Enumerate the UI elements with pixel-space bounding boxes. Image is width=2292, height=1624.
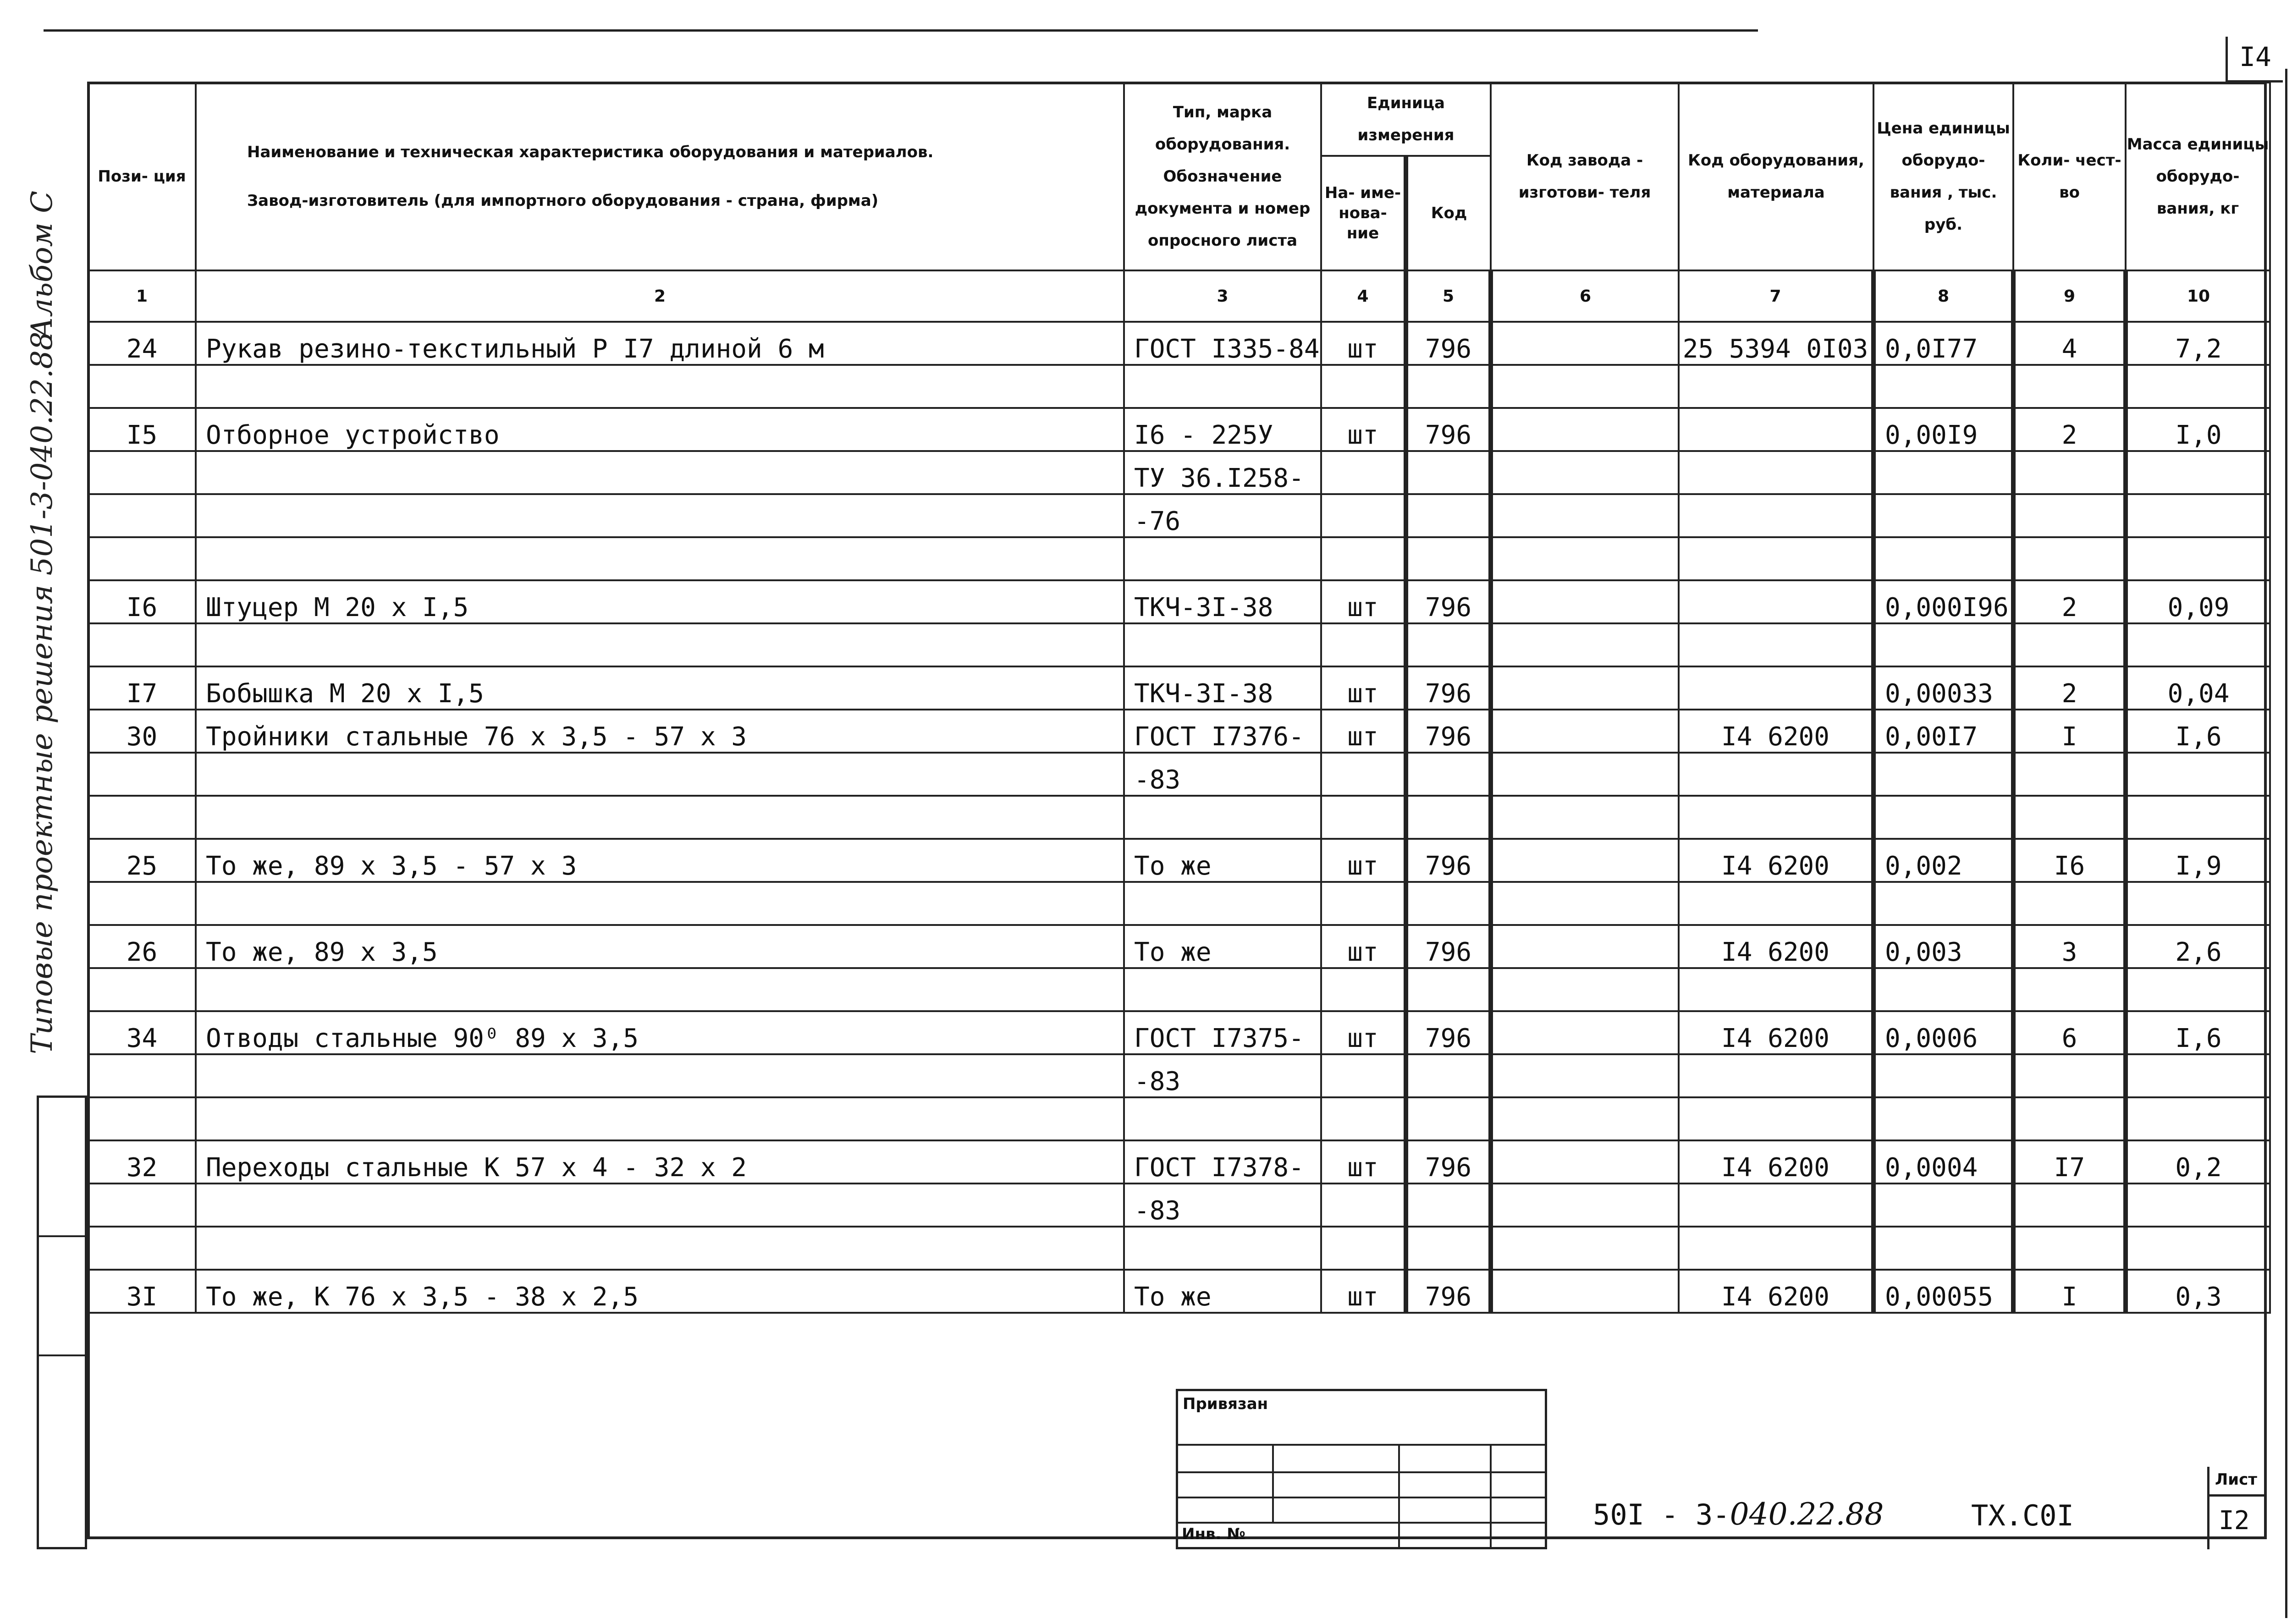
row-mass bbox=[2126, 1184, 2270, 1227]
row-name: Штуцер М 20 х I,5 bbox=[196, 580, 1124, 623]
row-factory-code bbox=[1491, 968, 1679, 1011]
row-position: I5 bbox=[88, 408, 196, 451]
row-price: 0,0I77 bbox=[1873, 322, 2013, 365]
row-position: 26 bbox=[88, 925, 196, 968]
row-unit-code bbox=[1406, 968, 1491, 1011]
row-equipment-code bbox=[1679, 623, 1873, 666]
row-position: 25 bbox=[88, 839, 196, 882]
row-position: I6 bbox=[88, 580, 196, 623]
row-type: I6 - 225У bbox=[1124, 408, 1321, 451]
row-quantity bbox=[2013, 494, 2126, 537]
row-quantity: I7 bbox=[2013, 1140, 2126, 1184]
row-unit-code bbox=[1406, 494, 1491, 537]
row-position bbox=[88, 494, 196, 537]
row-equipment-code: I4 6200 bbox=[1679, 1140, 1873, 1184]
table-row bbox=[88, 1097, 2270, 1140]
table-row bbox=[88, 1184, 2270, 1227]
row-mass: 0,3 bbox=[2126, 1270, 2270, 1313]
row-unit-code: 796 bbox=[1406, 925, 1491, 968]
row-quantity: 3 bbox=[2013, 925, 2126, 968]
row-mass bbox=[2126, 623, 2270, 666]
row-mass bbox=[2126, 451, 2270, 494]
row-equipment-code: I4 6200 bbox=[1679, 925, 1873, 968]
row-unit: шт bbox=[1321, 710, 1406, 753]
row-unit bbox=[1321, 882, 1406, 925]
row-unit-code bbox=[1406, 1054, 1491, 1097]
row-price: 0,00I9 bbox=[1873, 408, 2013, 451]
table-row bbox=[88, 322, 2270, 365]
row-equipment-code: I4 6200 bbox=[1679, 710, 1873, 753]
row-factory-code bbox=[1491, 365, 1679, 408]
row-equipment-code bbox=[1679, 666, 1873, 710]
document-suffix: ТХ.С0I bbox=[1971, 1499, 2074, 1532]
row-unit-code: 796 bbox=[1406, 1011, 1491, 1054]
row-position bbox=[88, 1054, 196, 1097]
row-type: ТКЧ-3I-38 bbox=[1124, 580, 1321, 623]
row-name bbox=[196, 1184, 1124, 1227]
header-name bbox=[196, 83, 1124, 270]
row-name: То же, 89 х 3,5 - 57 х 3 bbox=[196, 839, 1124, 882]
approval-strip bbox=[37, 1096, 87, 1549]
row-mass bbox=[2126, 494, 2270, 537]
row-name bbox=[196, 537, 1124, 580]
row-factory-code bbox=[1491, 796, 1679, 839]
row-unit-code bbox=[1406, 796, 1491, 839]
row-factory-code bbox=[1491, 1184, 1679, 1227]
row-mass: 2,6 bbox=[2126, 925, 2270, 968]
row-type: ГОСТ I7375- bbox=[1124, 1011, 1321, 1054]
header-unit-code: Код bbox=[1406, 156, 1491, 270]
row-quantity: 6 bbox=[2013, 1011, 2126, 1054]
row-unit: шт bbox=[1321, 580, 1406, 623]
row-mass bbox=[2126, 796, 2270, 839]
row-type: ГОСТ I7376- bbox=[1124, 710, 1321, 753]
table-row bbox=[88, 882, 2270, 925]
header-name-line1: Наименование и техническая характеристика оборудования и материалов. bbox=[247, 143, 934, 161]
row-unit bbox=[1321, 796, 1406, 839]
row-quantity bbox=[2013, 1054, 2126, 1097]
row-equipment-code bbox=[1679, 494, 1873, 537]
row-price: 0,0004 bbox=[1873, 1140, 2013, 1184]
row-quantity bbox=[2013, 365, 2126, 408]
row-factory-code bbox=[1491, 1140, 1679, 1184]
row-unit: шт bbox=[1321, 408, 1406, 451]
sheet-number-box bbox=[2207, 1467, 2267, 1549]
row-price bbox=[1873, 1054, 2013, 1097]
row-mass: I,0 bbox=[2126, 408, 2270, 451]
row-unit bbox=[1321, 537, 1406, 580]
table-row bbox=[88, 623, 2270, 666]
series-label: Типовые проектные решения 501-3-040.22.88 bbox=[25, 331, 59, 1054]
row-factory-code bbox=[1491, 753, 1679, 796]
row-type bbox=[1124, 623, 1321, 666]
row-type: То же bbox=[1124, 925, 1321, 968]
row-factory-code bbox=[1491, 408, 1679, 451]
row-position bbox=[88, 451, 196, 494]
table-row bbox=[88, 839, 2270, 882]
row-factory-code bbox=[1491, 1097, 1679, 1140]
row-equipment-code bbox=[1679, 753, 1873, 796]
row-type bbox=[1124, 796, 1321, 839]
column-number-2: 2 bbox=[196, 270, 1124, 322]
row-position bbox=[88, 968, 196, 1011]
header-name-line2: Завод-изготовитель (для импортного оборудования - страна, фирма) bbox=[247, 192, 879, 210]
row-position: 32 bbox=[88, 1140, 196, 1184]
row-price: 0,002 bbox=[1873, 839, 2013, 882]
table-row bbox=[88, 494, 2270, 537]
row-position: I7 bbox=[88, 666, 196, 710]
row-type bbox=[1124, 1097, 1321, 1140]
row-quantity: I6 bbox=[2013, 839, 2126, 882]
row-price bbox=[1873, 1184, 2013, 1227]
column-number-6: 6 bbox=[1491, 270, 1679, 322]
row-position: 30 bbox=[88, 710, 196, 753]
row-quantity bbox=[2013, 1184, 2126, 1227]
table-row bbox=[88, 1270, 2270, 1313]
row-price bbox=[1873, 882, 2013, 925]
row-mass bbox=[2126, 1227, 2270, 1270]
row-quantity: 2 bbox=[2013, 408, 2126, 451]
header-type: Тип, марка оборудования. Обозначение документа и номер опросного листа bbox=[1124, 83, 1321, 270]
row-name: Тройники стальные 76 х 3,5 - 57 х 3 bbox=[196, 710, 1124, 753]
row-equipment-code bbox=[1679, 1097, 1873, 1140]
table-row bbox=[88, 753, 2270, 796]
bound-label: Привязан bbox=[1183, 1395, 1268, 1413]
row-name bbox=[196, 494, 1124, 537]
row-type: ТКЧ-3I-38 bbox=[1124, 666, 1321, 710]
row-price: 0,0006 bbox=[1873, 1011, 2013, 1054]
row-name bbox=[196, 623, 1124, 666]
table-row bbox=[88, 1011, 2270, 1054]
row-unit bbox=[1321, 365, 1406, 408]
row-unit-code: 796 bbox=[1406, 1140, 1491, 1184]
row-position bbox=[88, 1184, 196, 1227]
row-price: 0,00033 bbox=[1873, 666, 2013, 710]
row-equipment-code: I4 6200 bbox=[1679, 1011, 1873, 1054]
row-type bbox=[1124, 365, 1321, 408]
row-price: 0,000I96 bbox=[1873, 580, 2013, 623]
row-equipment-code bbox=[1679, 1184, 1873, 1227]
row-quantity: 2 bbox=[2013, 580, 2126, 623]
row-factory-code bbox=[1491, 882, 1679, 925]
row-factory-code bbox=[1491, 623, 1679, 666]
top-border-line bbox=[44, 29, 1758, 32]
row-mass: 0,04 bbox=[2126, 666, 2270, 710]
row-position bbox=[88, 1097, 196, 1140]
row-unit-code bbox=[1406, 451, 1491, 494]
row-position bbox=[88, 537, 196, 580]
row-equipment-code bbox=[1679, 580, 1873, 623]
row-mass: I,9 bbox=[2126, 839, 2270, 882]
row-quantity bbox=[2013, 882, 2126, 925]
row-equipment-code bbox=[1679, 968, 1873, 1011]
document-code-handwritten: 040.22.88 bbox=[1730, 1497, 1884, 1532]
album-label: Альбом С bbox=[25, 190, 59, 339]
row-type: То же bbox=[1124, 1270, 1321, 1313]
row-unit-code bbox=[1406, 365, 1491, 408]
row-unit bbox=[1321, 451, 1406, 494]
row-type: То же bbox=[1124, 839, 1321, 882]
row-unit-code: 796 bbox=[1406, 1270, 1491, 1313]
row-price bbox=[1873, 796, 2013, 839]
table-row bbox=[88, 1140, 2270, 1184]
row-unit-code: 796 bbox=[1406, 710, 1491, 753]
row-factory-code bbox=[1491, 925, 1679, 968]
column-number-3: 3 bbox=[1124, 270, 1321, 322]
column-number-4: 4 bbox=[1321, 270, 1406, 322]
row-mass: 0,2 bbox=[2126, 1140, 2270, 1184]
row-equipment-code bbox=[1679, 882, 1873, 925]
row-mass: 0,09 bbox=[2126, 580, 2270, 623]
column-number-1: 1 bbox=[88, 270, 196, 322]
row-mass: 7,2 bbox=[2126, 322, 2270, 365]
row-quantity bbox=[2013, 796, 2126, 839]
row-factory-code bbox=[1491, 1270, 1679, 1313]
row-unit-code bbox=[1406, 753, 1491, 796]
row-unit: шт bbox=[1321, 666, 1406, 710]
row-name bbox=[196, 365, 1124, 408]
row-price: 0,00I7 bbox=[1873, 710, 2013, 753]
row-type: -83 bbox=[1124, 753, 1321, 796]
sheet-label: Лист bbox=[2215, 1470, 2257, 1489]
row-factory-code bbox=[1491, 1011, 1679, 1054]
row-factory-code bbox=[1491, 839, 1679, 882]
row-type bbox=[1124, 1227, 1321, 1270]
row-position bbox=[88, 623, 196, 666]
row-position: 24 bbox=[88, 322, 196, 365]
document-code-printed: 50I - 3- bbox=[1593, 1498, 1730, 1531]
row-type bbox=[1124, 882, 1321, 925]
row-unit-code bbox=[1406, 1097, 1491, 1140]
row-factory-code bbox=[1491, 494, 1679, 537]
row-unit bbox=[1321, 1227, 1406, 1270]
row-type: ТУ 36.I258- bbox=[1124, 451, 1321, 494]
header-price: Цена единицы оборудо- вания , тыс. руб. bbox=[1873, 83, 2013, 270]
page-tag-text: I4 bbox=[2239, 41, 2271, 72]
row-position: 34 bbox=[88, 1011, 196, 1054]
row-quantity bbox=[2013, 1227, 2126, 1270]
row-unit-code bbox=[1406, 1227, 1491, 1270]
row-unit: шт bbox=[1321, 1140, 1406, 1184]
title-block bbox=[1176, 1389, 1547, 1549]
table-row bbox=[88, 968, 2270, 1011]
sheet-number: I2 bbox=[2219, 1506, 2250, 1536]
table-row bbox=[88, 1227, 2270, 1270]
row-mass bbox=[2126, 968, 2270, 1011]
header-unit-group: Единица измерения bbox=[1321, 83, 1491, 156]
row-type bbox=[1124, 968, 1321, 1011]
specification-rows bbox=[88, 322, 2270, 1313]
row-quantity bbox=[2013, 968, 2126, 1011]
row-type: ГОСТ I7378- bbox=[1124, 1140, 1321, 1184]
row-type: -76 bbox=[1124, 494, 1321, 537]
row-name: Отводы стальные 90⁰ 89 х 3,5 bbox=[196, 1011, 1124, 1054]
row-mass bbox=[2126, 1097, 2270, 1140]
row-unit-code: 796 bbox=[1406, 839, 1491, 882]
row-quantity bbox=[2013, 451, 2126, 494]
header-position: Пози- ция bbox=[88, 83, 196, 270]
row-mass: I,6 bbox=[2126, 1011, 2270, 1054]
row-unit bbox=[1321, 623, 1406, 666]
row-price bbox=[1873, 1097, 2013, 1140]
row-type: -83 bbox=[1124, 1184, 1321, 1227]
row-unit: шт bbox=[1321, 1011, 1406, 1054]
row-price bbox=[1873, 537, 2013, 580]
row-equipment-code bbox=[1679, 1227, 1873, 1270]
row-name: Рукав резино-текстильный Р I7 длиной 6 м bbox=[196, 322, 1124, 365]
document-code bbox=[1593, 1497, 1884, 1532]
row-type: -83 bbox=[1124, 1054, 1321, 1097]
row-quantity: I bbox=[2013, 1270, 2126, 1313]
row-unit-code bbox=[1406, 882, 1491, 925]
table-row bbox=[88, 710, 2270, 753]
row-equipment-code: 25 5394 0I03 bbox=[1679, 322, 1873, 365]
row-unit bbox=[1321, 494, 1406, 537]
row-price bbox=[1873, 494, 2013, 537]
row-price bbox=[1873, 451, 2013, 494]
row-equipment-code bbox=[1679, 408, 1873, 451]
row-unit-code: 796 bbox=[1406, 408, 1491, 451]
column-number-9: 9 bbox=[2013, 270, 2126, 322]
row-mass bbox=[2126, 753, 2270, 796]
row-equipment-code bbox=[1679, 365, 1873, 408]
row-price: 0,00055 bbox=[1873, 1270, 2013, 1313]
row-unit bbox=[1321, 1184, 1406, 1227]
row-unit bbox=[1321, 968, 1406, 1011]
table-row bbox=[88, 580, 2270, 623]
row-price bbox=[1873, 1227, 2013, 1270]
table-row bbox=[88, 451, 2270, 494]
row-position bbox=[88, 796, 196, 839]
row-name bbox=[196, 1054, 1124, 1097]
row-equipment-code bbox=[1679, 796, 1873, 839]
row-quantity bbox=[2013, 753, 2126, 796]
row-price: 0,003 bbox=[1873, 925, 2013, 968]
row-name bbox=[196, 1097, 1124, 1140]
row-name bbox=[196, 968, 1124, 1011]
row-unit: шт bbox=[1321, 839, 1406, 882]
row-factory-code bbox=[1491, 710, 1679, 753]
row-unit bbox=[1321, 753, 1406, 796]
table-row bbox=[88, 925, 2270, 968]
row-quantity: I bbox=[2013, 710, 2126, 753]
row-position: 3I bbox=[88, 1270, 196, 1313]
row-mass bbox=[2126, 882, 2270, 925]
row-equipment-code bbox=[1679, 1054, 1873, 1097]
row-factory-code bbox=[1491, 537, 1679, 580]
column-number-5: 5 bbox=[1406, 270, 1491, 322]
row-factory-code bbox=[1491, 451, 1679, 494]
row-name: То же, К 76 х 3,5 - 38 х 2,5 bbox=[196, 1270, 1124, 1313]
row-unit-code bbox=[1406, 1184, 1491, 1227]
row-type bbox=[1124, 537, 1321, 580]
column-number-7: 7 bbox=[1679, 270, 1873, 322]
header-unit-name: На- име- нова- ние bbox=[1321, 156, 1406, 270]
column-number-8: 8 bbox=[1873, 270, 2013, 322]
inventory-label: Инв. № bbox=[1182, 1525, 1246, 1543]
row-position bbox=[88, 1227, 196, 1270]
row-quantity: 2 bbox=[2013, 666, 2126, 710]
row-name bbox=[196, 451, 1124, 494]
row-mass bbox=[2126, 365, 2270, 408]
row-price bbox=[1873, 365, 2013, 408]
row-name bbox=[196, 1227, 1124, 1270]
header-quantity: Коли- чест- во bbox=[2013, 83, 2126, 270]
row-position bbox=[88, 365, 196, 408]
row-type: ГОСТ I335-84 bbox=[1124, 322, 1321, 365]
row-quantity bbox=[2013, 623, 2126, 666]
row-factory-code bbox=[1491, 580, 1679, 623]
row-name bbox=[196, 753, 1124, 796]
row-unit: шт bbox=[1321, 925, 1406, 968]
table-row bbox=[88, 408, 2270, 451]
header-equipment-code: Код оборудования, материала bbox=[1679, 83, 1873, 270]
row-name bbox=[196, 796, 1124, 839]
table-row bbox=[88, 365, 2270, 408]
header-factory-code: Код завода - изготови- теля bbox=[1491, 83, 1679, 270]
row-unit bbox=[1321, 1097, 1406, 1140]
row-name: То же, 89 х 3,5 bbox=[196, 925, 1124, 968]
row-mass: I,6 bbox=[2126, 710, 2270, 753]
row-factory-code bbox=[1491, 1054, 1679, 1097]
right-border-line bbox=[2285, 69, 2287, 1618]
row-price bbox=[1873, 753, 2013, 796]
row-name bbox=[196, 882, 1124, 925]
row-unit-code: 796 bbox=[1406, 322, 1491, 365]
row-factory-code bbox=[1491, 666, 1679, 710]
row-mass bbox=[2126, 537, 2270, 580]
row-quantity: 4 bbox=[2013, 322, 2126, 365]
row-price bbox=[1873, 968, 2013, 1011]
row-unit: шт bbox=[1321, 322, 1406, 365]
row-mass bbox=[2126, 1054, 2270, 1097]
row-unit: шт bbox=[1321, 1270, 1406, 1313]
row-equipment-code: I4 6200 bbox=[1679, 839, 1873, 882]
row-equipment-code bbox=[1679, 537, 1873, 580]
row-factory-code bbox=[1491, 322, 1679, 365]
row-name: Отборное устройство bbox=[196, 408, 1124, 451]
page-tag bbox=[2226, 37, 2283, 83]
row-position bbox=[88, 753, 196, 796]
table-row bbox=[88, 1054, 2270, 1097]
row-unit-code: 796 bbox=[1406, 666, 1491, 710]
row-price bbox=[1873, 623, 2013, 666]
table-row bbox=[88, 666, 2270, 710]
row-name: Бобышка М 20 х I,5 bbox=[196, 666, 1124, 710]
header-mass: Масса единицы оборудо- вания, кг bbox=[2126, 83, 2270, 270]
table-row bbox=[88, 796, 2270, 839]
row-equipment-code: I4 6200 bbox=[1679, 1270, 1873, 1313]
row-equipment-code bbox=[1679, 451, 1873, 494]
row-quantity bbox=[2013, 537, 2126, 580]
row-factory-code bbox=[1491, 1227, 1679, 1270]
column-number-10: 10 bbox=[2126, 270, 2270, 322]
row-unit-code bbox=[1406, 623, 1491, 666]
table-row bbox=[88, 537, 2270, 580]
specification-table bbox=[87, 82, 2271, 1314]
row-unit bbox=[1321, 1054, 1406, 1097]
row-unit-code bbox=[1406, 537, 1491, 580]
row-position bbox=[88, 882, 196, 925]
row-quantity bbox=[2013, 1097, 2126, 1140]
row-name: Переходы стальные К 57 х 4 - 32 х 2 bbox=[196, 1140, 1124, 1184]
row-unit-code: 796 bbox=[1406, 580, 1491, 623]
